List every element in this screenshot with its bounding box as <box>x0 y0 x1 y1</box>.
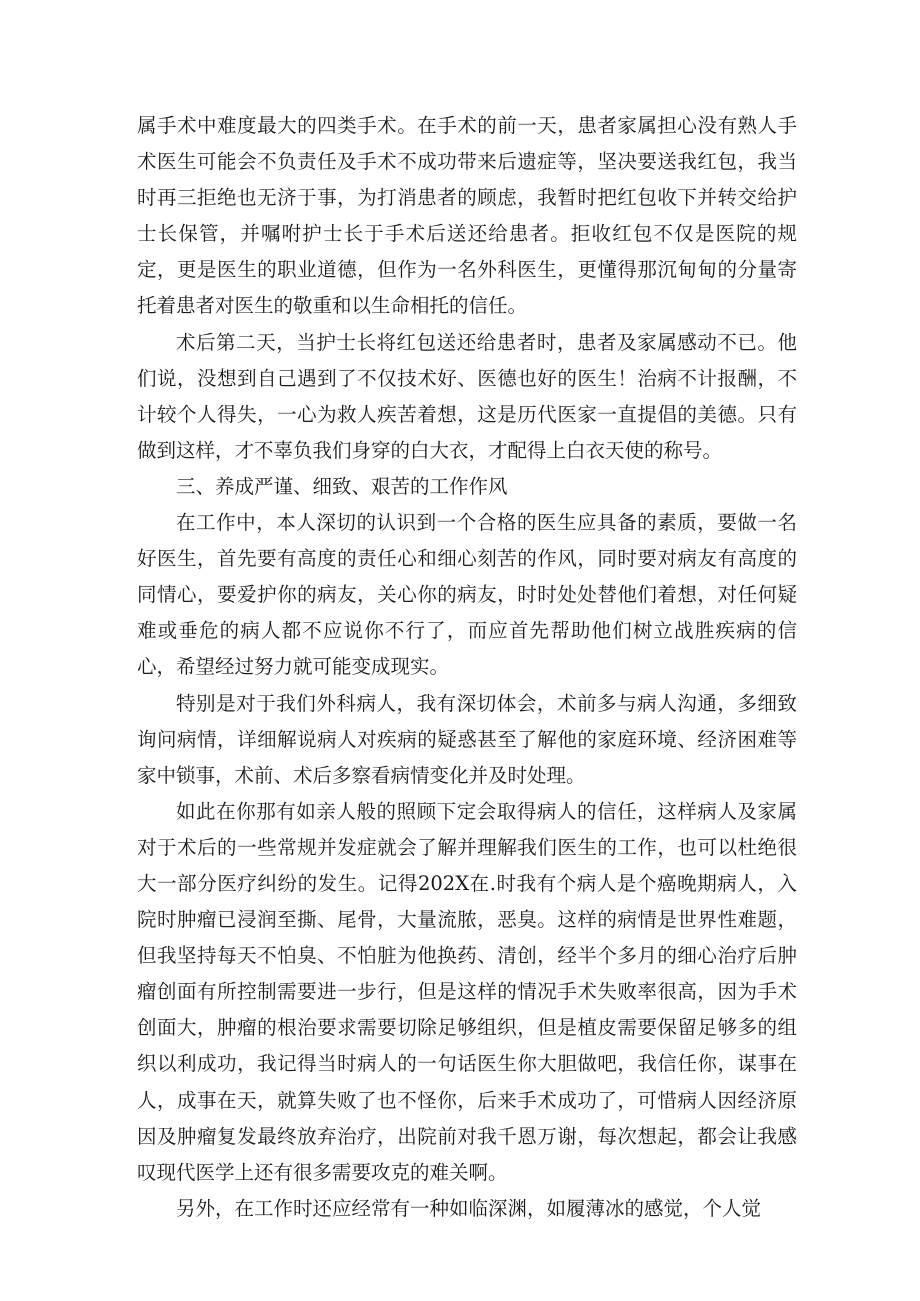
paragraph: 术后第二天，当护士长将红包送还给患者时，患者及家属感动不已。他们说，没想到自己遇到了不仅技术好、医德也好的医生！治病不计报酬，不计较个人得失，一心为救人疾苦着想，这是历代医家一直提倡的美德。只有做到这样，才不辜负我们身穿的白大衣，才配得上白衣天使的称号。 <box>137 330 797 462</box>
section-heading: 三、养成严谨、细致、艰苦的工作作风 <box>176 474 508 498</box>
paragraph: 另外，在工作时还应经常有一种如临深渊，如履薄冰的感觉，个人觉 <box>176 1196 762 1220</box>
paragraph-continued: 属手术中难度最大的四类手术。在手术的前一天，患者家属担心没有熟人手术医生可能会不负责任及手术不成功带来后遗症等，坚决要送我红包，我当时再三拒绝也无济于事，为打消患者的顾虑，我暂时把红包收下并转交给护士长保管，并嘱咐护士长于手术后送还给患者。拒收红包不仅是医院的规定，更是医生的职业道德，但作为一名外科医生，更懂得那沉甸甸的分量寄托着患者对医生的敬重和以生命相托的信任。 <box>137 114 797 318</box>
paragraph: 在工作中，本人深切的认识到一个合格的医生应具备的素质，要做一名好医生，首先要有高度的责任心和细心刻苦的作风，同时要对病友有高度的同情心，要爱护你的病友，关心你的病友，时时处处替他们着想，对任何疑难或垂危的病人都不应说你不行了，而应首先帮助他们树立战胜疾病的信心，希望经过努力就可能变成现实。 <box>137 511 797 679</box>
paragraph: 如此在你那有如亲人般的照顾下定会取得病人的信任，这样病人及家属对于术后的一些常规并发症就会了解并理解我们医生的工作，也可以杜绝很大一部分医疗纠纷的发生。记得202X在.时我有个病人是个癌晚期病人，入院时肿瘤已浸润至撕、尾骨，大量流脓，恶臭。这样的病情是世界性难题，但我坚持每天不怕臭、不怕脏为他换药、清创，经半个多月的细心治疗后肿瘤创面有所控制需要进一步行，但是这样的情况手术失败率很高，因为手术创面大，肿瘤的根治要求需要切除足够组织，但是植皮需要保留足够多的组织以利成功，我记得当时病人的一句话医生你大胆做吧，我信任你，谋事在人，成事在天，就算失败了也不怪你，后来手术成功了，可惜病人因经济原因及肿瘤复发最终放弃治疗，出院前对我千恩万谢，每次想起，都会让我感叹现代医学上还有很多需要攻克的难关啊。 <box>137 799 797 1184</box>
paragraph: 特别是对于我们外科病人，我有深切体会，术前多与病人沟通，多细致询问病情，详细解说病人对疾病的疑惑甚至了解他的家庭环境、经济困难等家中锁事，术前、术后多察看病情变化并及时处理。 <box>137 691 797 787</box>
document-body <box>137 108 797 1227</box>
